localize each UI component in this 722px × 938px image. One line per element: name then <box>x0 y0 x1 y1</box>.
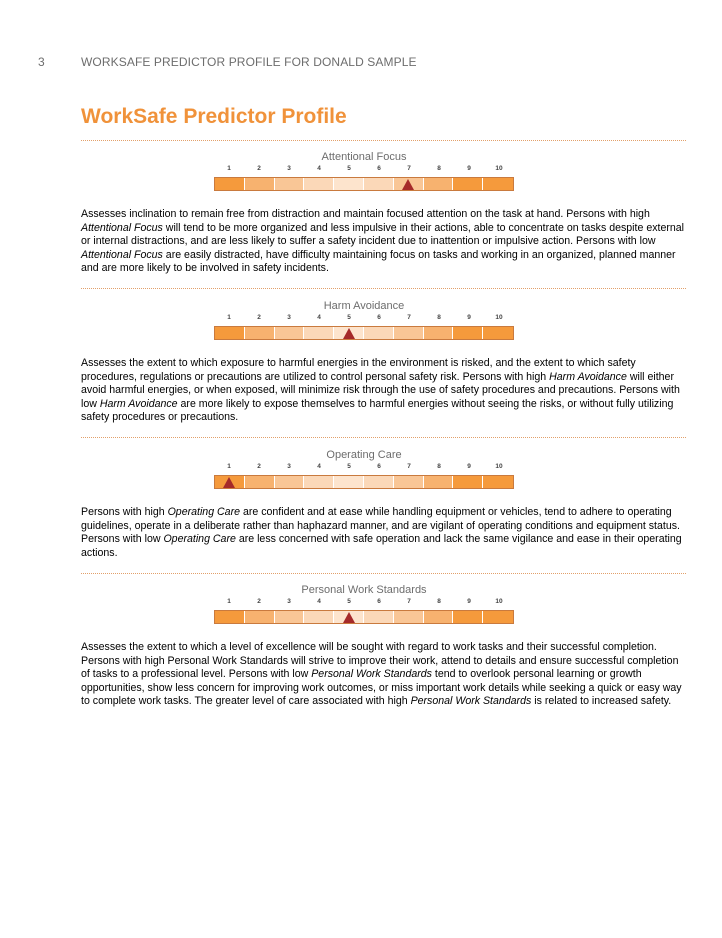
scale-cell <box>215 611 245 623</box>
scale-cell <box>483 476 513 488</box>
scale-tick: 3 <box>287 463 291 470</box>
scale-tick: 2 <box>257 463 261 470</box>
scale-tick: 5 <box>347 165 351 172</box>
italic-term: Personal Work Standards <box>410 695 532 708</box>
scale-cell <box>483 611 513 623</box>
scale-cell <box>483 178 513 190</box>
scale-tick: 7 <box>407 463 411 470</box>
scale-tick: 2 <box>257 598 261 605</box>
scale-tick: 2 <box>257 314 261 321</box>
scale-cell <box>394 178 424 190</box>
score-marker-triangle-icon <box>343 328 355 339</box>
scale-cell <box>334 327 364 339</box>
scale-tick: 4 <box>317 165 321 172</box>
scale-tick: 10 <box>495 165 503 172</box>
scale-cell <box>304 178 334 190</box>
scale-tick: 10 <box>495 463 503 470</box>
description-operating-care: Persons with high Operating Care are confident and at ease while handling equipment or vehicles, tend to adhere to operating guidelines, operate in a deliberate rather than haphazard manner, and are vigilant of operating conditions and equipment status. Persons with low Operating Care are less concerned with safe operation and lack the same vigilance and ease in their operating actions. <box>81 506 682 559</box>
italic-term: Harm Avoidance <box>549 370 627 383</box>
scale-harm-avoidance <box>214 299 514 340</box>
scale-cell <box>453 327 483 339</box>
scale-tick: 5 <box>347 598 351 605</box>
scale-tick: 8 <box>437 463 441 470</box>
scale-tick: 10 <box>495 314 503 321</box>
scale-tick: 9 <box>467 463 471 470</box>
scale-cell <box>424 327 454 339</box>
scale-personal-work-standards <box>214 583 514 624</box>
scale-tick: 1 <box>227 598 231 605</box>
scale-cell <box>275 611 305 623</box>
scale-operating-care <box>214 448 514 489</box>
scale-tick: 4 <box>317 314 321 321</box>
description-harm-avoidance: Assesses the extent to which exposure to harmful energies in the environment is risked, and the extent to which safety procedures, regulations or precautions are utilized to control personal safety risk. Persons with high Harm Avoidance will either avoid harmful energies, or when exposed, will minimize risk through the use of safety procedures and precautions. Persons with low Harm Avoidance are more likely to expose themselves to harmful energies without seeing the risks, or without fully utilizing safety procedures or precautions. <box>81 357 680 424</box>
scale-tick: 5 <box>347 314 351 321</box>
scale-ticks <box>214 462 514 472</box>
scale-cell <box>304 611 334 623</box>
scale-label: Personal Work Standards <box>301 584 427 596</box>
scale-cell <box>304 327 334 339</box>
section-divider <box>81 140 686 141</box>
scale-tick: 7 <box>407 314 411 321</box>
scale-cell <box>245 476 275 488</box>
scale-tick: 6 <box>377 598 381 605</box>
scale-cell <box>453 476 483 488</box>
scale-tick: 7 <box>407 598 411 605</box>
scale-cell <box>394 476 424 488</box>
scale-bar <box>214 326 514 340</box>
description-personal-work-standards: Assesses the extent to which a level of excellence will be sought with regard to work tasks and their successful completion. Persons with high Personal Work Standards will strive to improve their work, attend to details and ensure successful completion of tasks to a professional level. Persons with low Personal Work Standards tend to overlook personal learning or growth opportunities, show less concern for improving work outcomes, or miss important work details while seeking a quick or easy way to complete work tasks. The greater level of care associated with high Personal Work Standards is related to increased safety. <box>81 641 682 708</box>
scale-cell <box>275 476 305 488</box>
scale-ticks <box>214 164 514 174</box>
page-number: 3 <box>38 55 45 69</box>
scale-tick: 8 <box>437 165 441 172</box>
scale-cell <box>334 476 364 488</box>
scale-cell <box>215 327 245 339</box>
scale-cell <box>394 327 424 339</box>
scale-tick: 8 <box>437 598 441 605</box>
scale-cell <box>364 178 394 190</box>
scale-tick: 1 <box>227 314 231 321</box>
scale-cell <box>245 327 275 339</box>
scale-bar <box>214 610 514 624</box>
score-marker-triangle-icon <box>223 477 235 488</box>
scale-tick: 10 <box>495 598 503 605</box>
score-marker-triangle-icon <box>343 612 355 623</box>
scale-tick: 9 <box>467 314 471 321</box>
scale-tick: 6 <box>377 314 381 321</box>
scale-cell <box>424 178 454 190</box>
italic-term: Operating Care <box>167 506 240 518</box>
scale-bar <box>214 177 514 191</box>
scale-tick: 2 <box>257 165 261 172</box>
scale-ticks <box>214 313 514 323</box>
italic-term: Attentional Focus <box>81 248 163 261</box>
scale-cell <box>215 476 245 488</box>
scale-bar <box>214 475 514 489</box>
running-title: WORKSAFE PREDICTOR PROFILE FOR DONALD SAMPLE <box>81 55 417 69</box>
section-divider <box>81 573 686 574</box>
scale-tick: 3 <box>287 314 291 321</box>
page-title: WorkSafe Predictor Profile <box>81 105 347 128</box>
scale-cell <box>424 611 454 623</box>
score-marker-triangle-icon <box>402 179 414 190</box>
scale-ticks <box>214 597 514 607</box>
scale-attentional-focus <box>214 150 514 191</box>
scale-cell <box>394 611 424 623</box>
scale-tick: 1 <box>227 165 231 172</box>
scale-cell <box>424 476 454 488</box>
scale-cell <box>275 327 305 339</box>
scale-label: Attentional Focus <box>321 151 407 163</box>
scale-tick: 7 <box>407 165 411 172</box>
description-attentional-focus: Assesses inclination to remain free from distraction and maintain focused attention on the task at hand. Persons with high Attentional Focus will tend to be more organized and less impulsive in their actions, able to concentrate on tasks despite external or internal distractions, and are less likely to suffer a safety incident due to inattention or impulsive action. Persons with low Attentional Focus are easily distracted, have difficulty maintaining focus on tasks and working in an organized, planned manner and are more likely to be involved in safety incidents. <box>81 208 685 275</box>
scale-cell <box>364 476 394 488</box>
scale-tick: 3 <box>287 165 291 172</box>
section-divider <box>81 437 686 438</box>
scale-cell <box>364 611 394 623</box>
scale-cell <box>453 178 483 190</box>
scale-cell <box>215 178 245 190</box>
scale-cell <box>334 611 364 623</box>
scale-tick: 1 <box>227 463 231 470</box>
scale-cell <box>245 611 275 623</box>
italic-term: Attentional Focus <box>81 221 163 234</box>
scale-cell <box>483 327 513 339</box>
scale-cell <box>364 327 394 339</box>
section-divider <box>81 288 686 289</box>
italic-term: Personal Work Standards <box>311 668 432 681</box>
scale-cell <box>275 178 305 190</box>
scale-cell <box>334 178 364 190</box>
scale-tick: 8 <box>437 314 441 321</box>
scale-cell <box>453 611 483 623</box>
scale-tick: 9 <box>467 598 471 605</box>
scale-tick: 4 <box>317 463 321 470</box>
scale-tick: 5 <box>347 463 351 470</box>
scale-tick: 3 <box>287 598 291 605</box>
italic-term: Harm Avoidance <box>99 397 178 410</box>
scale-label: Harm Avoidance <box>323 300 405 312</box>
scale-tick: 4 <box>317 598 321 605</box>
italic-term: Operating Care <box>163 533 236 546</box>
scale-cell <box>304 476 334 488</box>
scale-tick: 6 <box>377 165 381 172</box>
scale-tick: 9 <box>467 165 471 172</box>
scale-tick: 6 <box>377 463 381 470</box>
scale-cell <box>245 178 275 190</box>
scale-label: Operating Care <box>326 449 402 461</box>
